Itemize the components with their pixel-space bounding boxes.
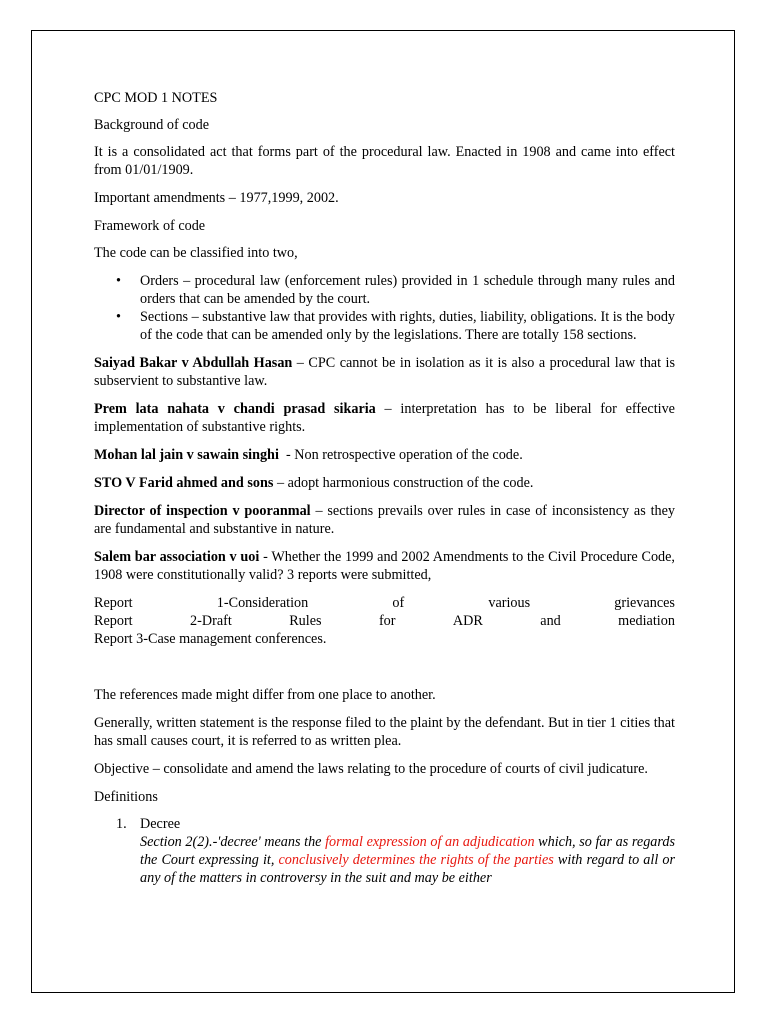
report-word: Report (94, 595, 133, 611)
amendments-paragraph: Important amendments – 1977,1999, 2002. (94, 190, 339, 206)
report-word: of (392, 595, 405, 611)
report-word: Rules (289, 613, 322, 629)
case-paragraph (94, 502, 675, 538)
case-name: STO V Farid ahmed and sons (94, 475, 274, 491)
list-item (94, 308, 675, 344)
report-word: grievances (614, 595, 675, 611)
case-text: – interpretation has to be liberal for effective implementation of substantive rights. (94, 401, 675, 435)
case-paragraph (94, 548, 675, 584)
classified-paragraph: The code can be classified into two, (94, 245, 298, 261)
list-item (94, 272, 675, 308)
reports-block (94, 594, 675, 648)
report-line-2 (94, 612, 675, 630)
classification-list (94, 272, 675, 344)
report-word: for (378, 613, 396, 629)
report-word: mediation (618, 613, 675, 629)
case-paragraph (94, 354, 675, 390)
framework-heading: Framework of code (94, 218, 206, 234)
background-heading: Background of code (94, 117, 210, 133)
definition-highlight: formal expression of an adjudication (325, 834, 535, 850)
case-name: Saiyad Bakar v Abdullah Hasan (94, 355, 293, 371)
case-name: Director of inspection v pooranmal (94, 503, 311, 519)
case-paragraph (94, 446, 675, 464)
list-item-text: Sections – substantive law that provides with rights, duties, liability, obligations. It is the body of the code that can be amended only by the legislations. There are totally 158 sections. (140, 309, 676, 343)
definition-text-part: Section 2(2).-'decree' means the (140, 834, 326, 850)
definition-term: Decree (140, 816, 181, 832)
report-word: and (540, 613, 561, 629)
case-name: Mohan lal jain v sawain singhi (94, 447, 279, 463)
definition-number: 1. (116, 816, 127, 832)
report-line-1 (94, 594, 675, 612)
document-title: CPC MOD 1 NOTES (94, 90, 218, 106)
report-word: ADR (452, 613, 483, 629)
case-name: Salem bar association v uoi (94, 549, 260, 565)
case-text: – adopt harmonious construction of the code. (273, 475, 534, 491)
report-word: 2-Draft (190, 613, 232, 629)
bullet-icon: • (116, 273, 121, 289)
definition-text-part: with regard to all or any of the matters in controversy in the suit and may be either (140, 852, 676, 886)
definition-text (140, 833, 675, 887)
document-page (31, 30, 735, 993)
case-paragraph (94, 400, 675, 436)
background-paragraph: It is a consolidated act that forms part of the procedural law. Enacted in 1908 and came into effect from 01/01/1909. (94, 144, 675, 178)
references-paragraph: The references made might differ from one place to another. (94, 687, 436, 703)
case-name: Prem lata nahata v chandi prasad sikaria (94, 401, 376, 417)
case-paragraph (94, 474, 675, 492)
case-text: – CPC cannot be in isolation as it is also a procedural law that is subservient to substantive law. (94, 355, 675, 389)
list-item-text: Orders – procedural law (enforcement rules) provided in 1 schedule through many rules and orders that can be amended by the court. (140, 273, 675, 307)
case-text: – sections prevails over rules in case of inconsistency as they are fundamental and substantive in nature. (94, 503, 675, 537)
objective-paragraph: Objective – consolidate and amend the laws relating to the procedure of courts of civil judicature. (94, 761, 648, 777)
case-text: - Whether the 1999 and 2002 Amendments to the Civil Procedure Code, 1908 were constitutionally valid? 3 reports were submitted, (94, 549, 675, 583)
definition-highlight: conclusively determines the rights of the parties (278, 852, 554, 868)
bullet-icon: • (116, 309, 121, 325)
report-line-3: Report 3-Case management conferences. (94, 631, 327, 647)
report-word: 1-Consideration (216, 595, 309, 611)
definitions-heading: Definitions (94, 789, 158, 805)
definition-text-part: which, so far as regards the Court expressing it, (140, 834, 675, 868)
written-statement-paragraph: Generally, written statement is the response filed to the plaint by the defendant. But in tier 1 cities that has small causes court, it is referred to as written plea. (94, 715, 675, 749)
definitions-list (94, 815, 675, 887)
document-content (94, 89, 675, 887)
case-text: - Non retrospective operation of the code. (278, 447, 523, 463)
definition-item (94, 815, 675, 887)
report-word: various (488, 595, 531, 611)
report-word: Report (94, 613, 133, 629)
